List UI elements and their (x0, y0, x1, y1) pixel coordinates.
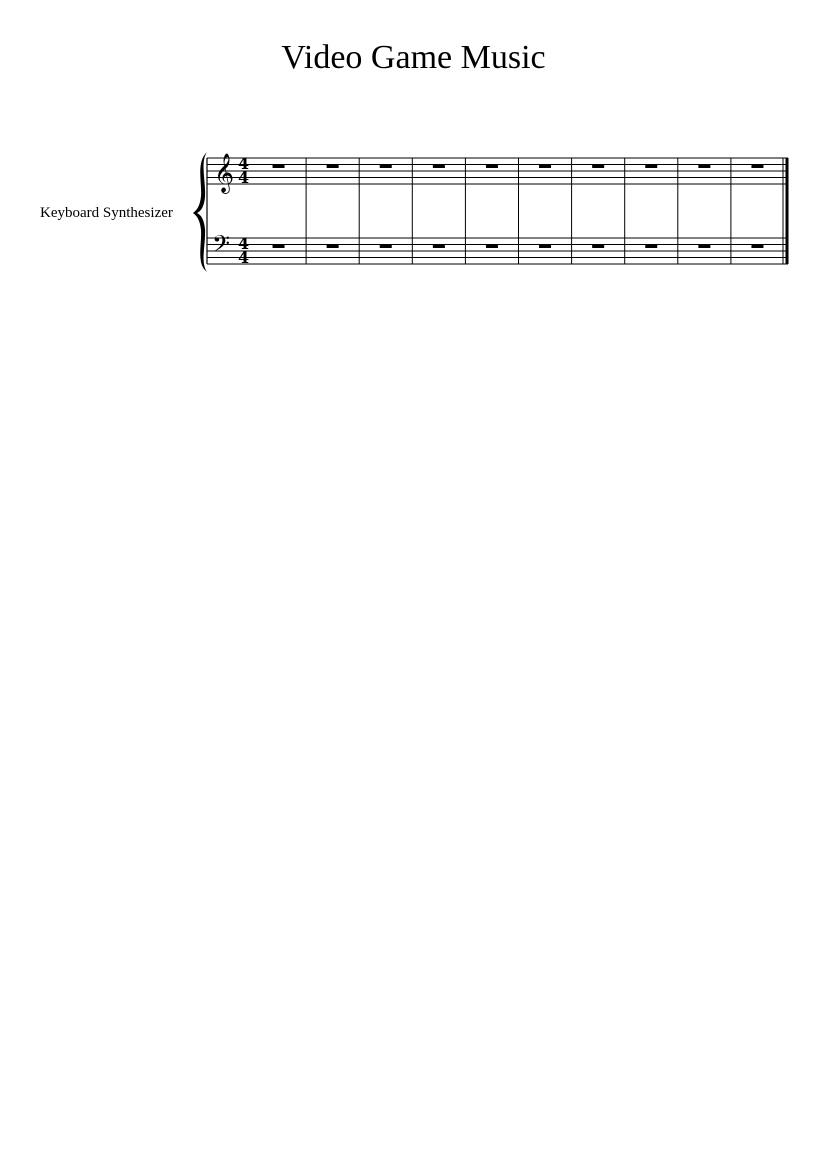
time-signature-beat-type: 4 (238, 168, 250, 187)
bass-clef-icon: 𝄢 (212, 230, 231, 263)
whole-rest-icon (698, 165, 710, 169)
brace-icon (193, 152, 207, 272)
whole-rest-icon (486, 245, 498, 249)
final-barline-thick (786, 158, 789, 264)
whole-rest-icon (380, 245, 392, 249)
time-signature-beat-type: 4 (238, 248, 250, 267)
whole-rest-icon (645, 165, 657, 169)
time-signature-beats: 4 (238, 234, 250, 253)
whole-rest-icon (592, 165, 604, 169)
whole-rest-icon (645, 245, 657, 249)
whole-rest-icon (273, 245, 285, 249)
score-title: Video Game Music (281, 39, 546, 76)
grand-staff-brace (193, 152, 207, 272)
whole-rest-icon (327, 245, 339, 249)
time-signature-beats: 4 (238, 154, 250, 173)
whole-rest-icon (433, 165, 445, 169)
instrument-name: Keyboard Synthesizer (40, 205, 173, 221)
whole-rest-icon (698, 245, 710, 249)
barlines (207, 158, 789, 264)
treble-clef-icon: 𝄞 (214, 153, 235, 193)
time-signatures (238, 154, 249, 267)
whole-rest-icon (327, 165, 339, 169)
whole-rest-icon (433, 245, 445, 249)
staff-lines (207, 158, 788, 264)
whole-rest-icon (380, 165, 392, 169)
whole-rest-icon (539, 245, 551, 249)
whole-rest-icon (751, 245, 763, 249)
whole-rest-icon (273, 165, 285, 169)
whole-rest-icon (539, 165, 551, 169)
whole-rest-icon (486, 165, 498, 169)
whole-rest-icon (751, 165, 763, 169)
whole-rest-icon (592, 245, 604, 249)
clefs (212, 153, 234, 263)
